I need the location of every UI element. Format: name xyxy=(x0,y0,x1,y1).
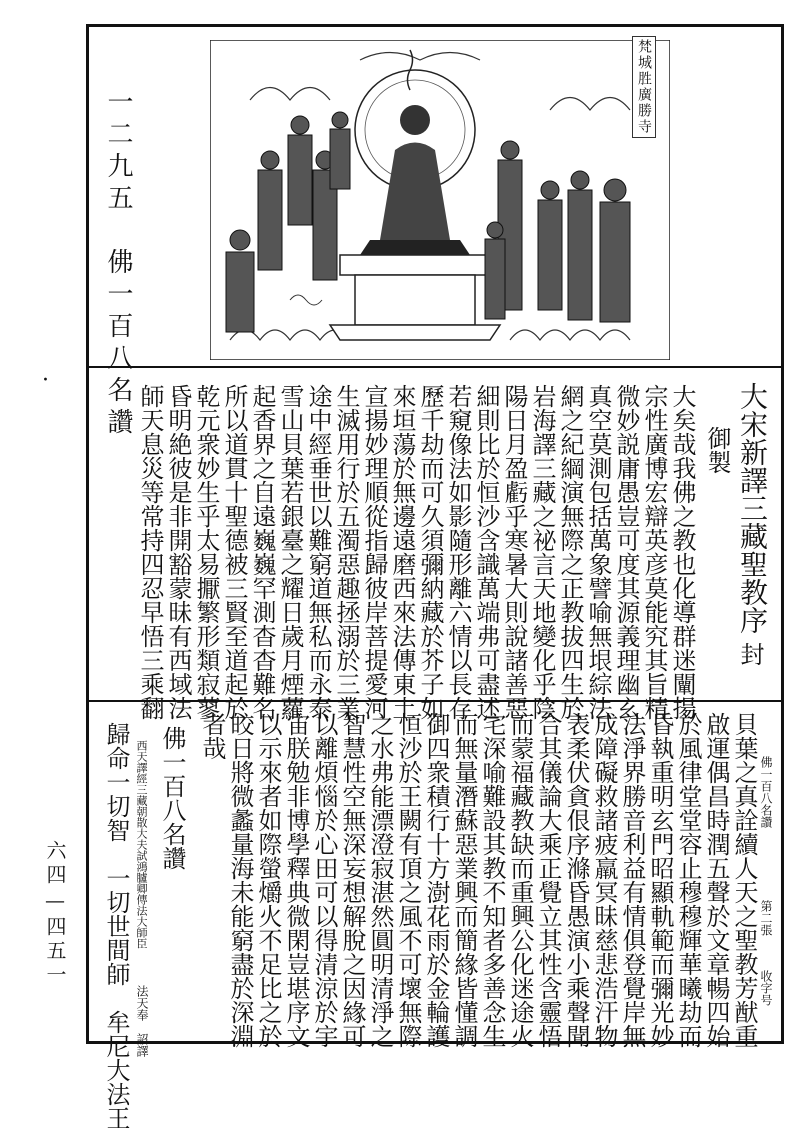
preface-col-3: 微妙説庸愚豈可度其源義理幽玄 xyxy=(612,384,640,720)
invocation-verse: 歸命一切智 一切世間師 牟尼大法王 xyxy=(102,722,130,1130)
continuation-col-6: 成障礙救諸疲羸冥昧慈悲浩汗物 xyxy=(590,712,618,1048)
preface-col-14: 途中經垂世以難窮道無私而永泰 xyxy=(304,384,332,720)
continuation-col-10: 宅深喻難設其教不知者多善念生 xyxy=(478,712,506,1048)
volume-title-label: 一二九五 佛一百八名讚 xyxy=(103,88,133,440)
preface-col-16: 起香界之自遠巍巍罕測杳杳難名 xyxy=(248,384,276,720)
preface-col-13: 生滅用行於五濁惡趣拯溺於三業 xyxy=(332,384,360,720)
frontispiece-illustration xyxy=(210,40,670,360)
preface-col-7: 陽日月盈虧乎寒暑大則說諸善惡 xyxy=(500,384,528,720)
continuation-col-9: 而蒙福藏教缺而重興公化迷途火 xyxy=(506,712,534,1048)
continuation-col-4: 昏執重明玄門昭顯軌範而彌光妙 xyxy=(646,712,674,1048)
preface-byline: 御製 xyxy=(703,426,731,474)
continuation-col-16: 以離煩惱於心田可以得清涼於宇 xyxy=(310,712,338,1048)
continuation-col-12: 御四衆積行十方澍花雨於金輪護 xyxy=(422,712,450,1048)
continuation-col-14: 之水弗能漂澄寂湛然圓明清淨之 xyxy=(366,712,394,1048)
continuation-col-7: 表柔伏貪佷序滌昏愚演小乘聲聞 xyxy=(562,712,590,1048)
preface-col-8: 細則比於恒沙含識萬端弗可盡述 xyxy=(472,384,500,720)
continuation-col-19: 皎日將微蠡量海未能窮盡於深淵 xyxy=(226,712,254,1048)
continuation-col-18: 以示來者如際螢爝火不足比之於 xyxy=(254,712,282,1048)
continuation-col-3: 於風律堂堂容止穆穆輝華曦劫而 xyxy=(674,712,702,1048)
illustration-caption: 梵城胜廣勝寺 xyxy=(632,36,656,138)
divider-top xyxy=(86,366,784,368)
continuation-col-13: 恒沙於王闕有頂之風不可壞無際 xyxy=(394,712,422,1048)
continuation-col-2: 啟運偶昌時潤五聲於文章暢四始 xyxy=(702,712,730,1048)
preface-col-12: 宣揚妙理順從指歸彼岸菩提愛河 xyxy=(360,384,388,720)
preface-col-11: 來垣蕩於無邊遠磨西來法傳東土 xyxy=(388,384,416,720)
preface-col-18: 乾元衆妙生乎太易擫繁形類寂蓼 xyxy=(192,384,220,720)
continuation-col-17: 宙朕勉非博學釋典微閑豈堪序文 xyxy=(282,712,310,1048)
preface-col-20: 師天息災等常持四忍早悟三乘翻 xyxy=(136,384,164,720)
translator-name: 法天奉 詔譯 xyxy=(135,985,149,1057)
continuation-col-1: 貝葉之真詮續人天之聖教芳猷重 xyxy=(730,712,758,1048)
preface-col-15: 雪山貝葉若銀臺之耀日歲月煙蘿 xyxy=(276,384,304,720)
continuation-header-title: 佛一百八名讚 xyxy=(759,756,773,828)
continuation-header-mark: 收字号 xyxy=(759,970,773,1006)
continuation-col-15: 智慧性空無深妄想解脫之因緣可 xyxy=(338,712,366,1048)
preface-col-2: 宗性廣博宏辯英彦莫能究其旨精 xyxy=(640,384,668,720)
preface-col-17: 所以道貫十聖德被三賢至道起於 xyxy=(220,384,248,720)
preface-col-5: 網之紀綱演無際之正教拔四生於 xyxy=(556,384,584,720)
preface-col-4: 真空莫測包括萬象譬喻無垠綜法 xyxy=(584,384,612,720)
continuation-header-sheet: 第二張 xyxy=(759,900,773,936)
continuation-col-20: 者哉 xyxy=(198,712,226,760)
translator-line: 西天譯經三藏朝散大夫試鴻臚卿傳法大師臣 xyxy=(135,740,148,949)
preface-col-1: 大矣哉我佛之教也化導群迷闡揚 xyxy=(668,384,696,720)
page-number-label: 六四—四五一 xyxy=(43,840,67,988)
preface-col-10: 歷千劫而可久須彌納藏於芥子如 xyxy=(416,384,444,720)
preface-col-19: 昏明絶彼是非開豁蒙昧有西域法 xyxy=(164,384,192,720)
preface-seal: 封 xyxy=(736,642,764,666)
preface-col-6: 岩海譯三藏之祕言天地變化乎陰 xyxy=(528,384,556,720)
preface-title: 大宋新譯三藏聖教序 xyxy=(736,382,769,634)
continuation-col-11: 而無量潛蘇惡業興而簡緣皆懂調 xyxy=(450,712,478,1048)
continuation-col-5: 法淨界勝音利益有情俱登覺岸無 xyxy=(618,712,646,1048)
sutra-title: 佛一百八名讚 xyxy=(158,726,186,870)
preface-col-9: 若窺像法如影隨形離六情以長存 xyxy=(444,384,472,720)
margin-dot: · xyxy=(42,368,49,393)
continuation-col-8: 合其儀論大乘正覺立其性含靈悟 xyxy=(534,712,562,1048)
